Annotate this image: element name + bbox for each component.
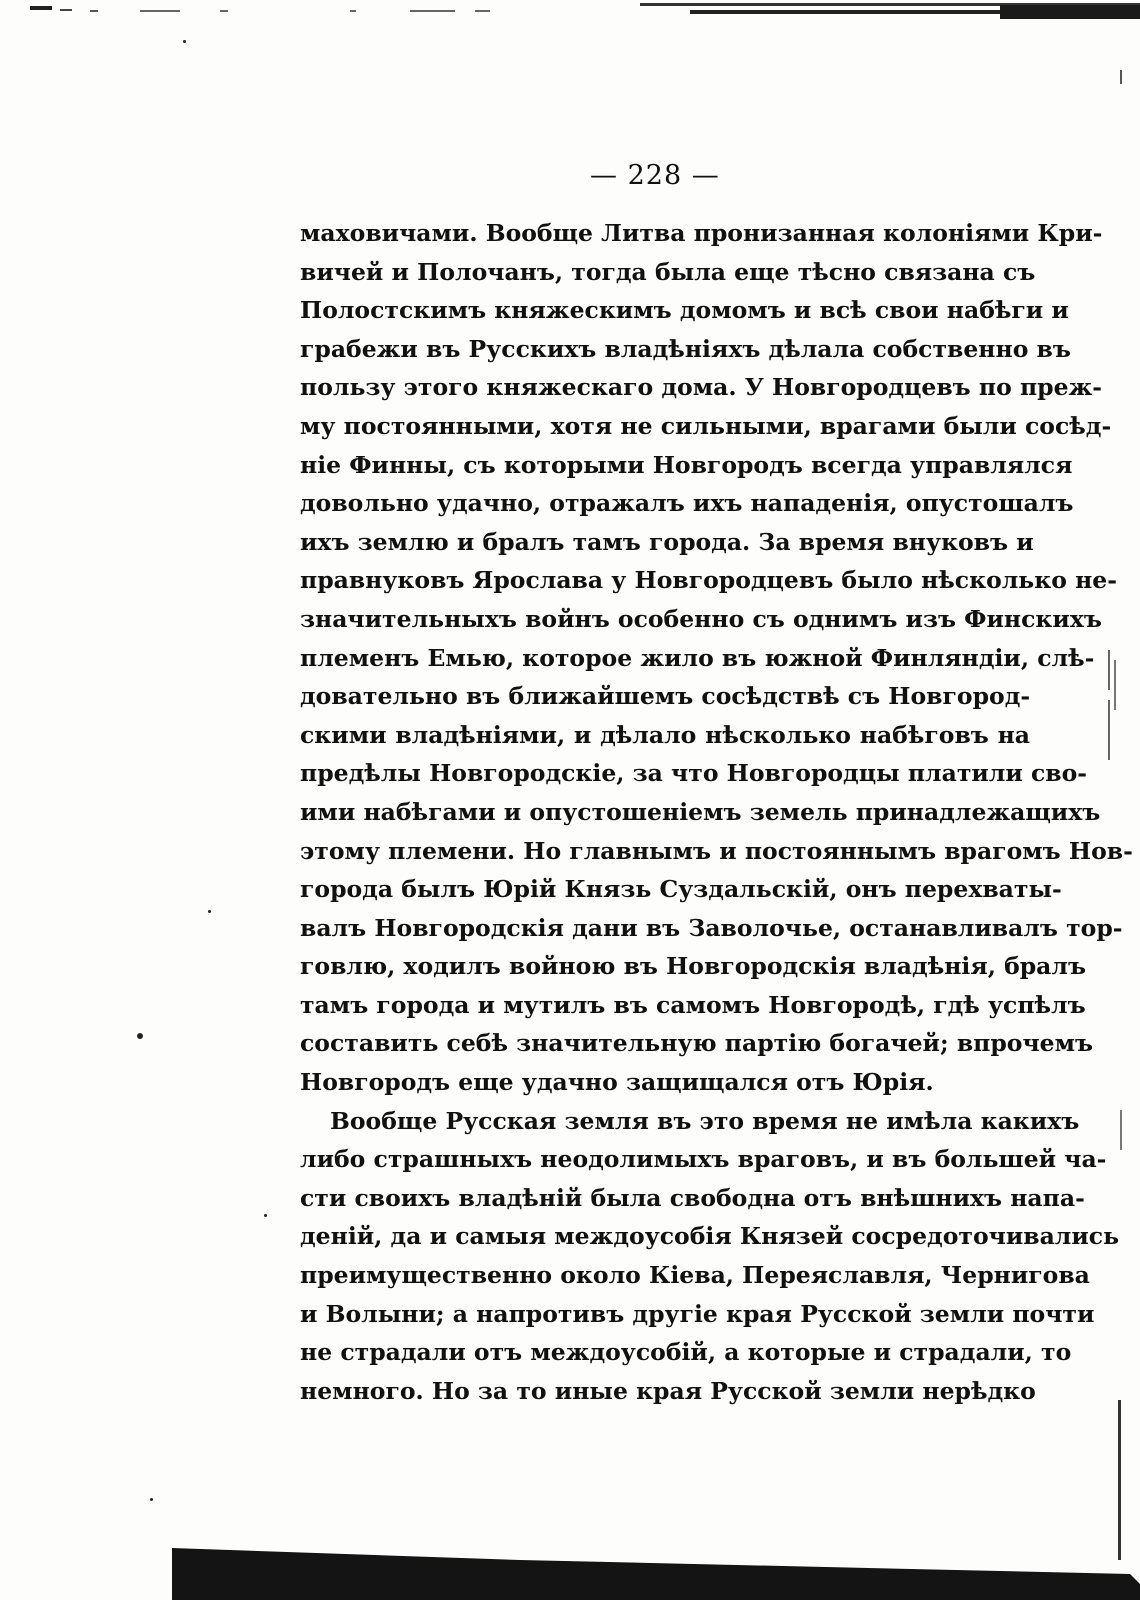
- text-line: племенъ Емью, которое жило въ южной Финляндіи, слѣ-: [300, 643, 1095, 672]
- text-line: правнуковъ Ярослава у Новгородцевъ было нѣсколько не-: [300, 566, 1117, 595]
- paragraph-2: [300, 1102, 1120, 1411]
- scan-speck: [183, 40, 186, 43]
- text-line: маховичами. Вообще Литва пронизанная колоніями Кри-: [300, 219, 1103, 247]
- text-line: составить себѣ значительную партію богачей; впрочемъ: [300, 1029, 1094, 1058]
- scan-speck: [137, 1033, 143, 1039]
- text-line: значительныхъ войнъ особенно съ однимъ изъ Финскихъ: [300, 604, 1102, 633]
- text-line: говлю, ходилъ войною въ Новгородскія владѣнія, бралъ: [300, 952, 1086, 981]
- text-line: тамъ города и мутилъ въ самомъ Новгородѣ, гдѣ успѣлъ: [300, 990, 1086, 1019]
- scan-edge-right: [1100, 60, 1130, 1560]
- text-line: Новгородъ еще удачно защищался отъ Юрія.: [300, 1068, 934, 1097]
- scan-edge-top: [0, 0, 1140, 26]
- text-line: ніе Финны, съ которыми Новгородъ всегда управлялся: [300, 450, 1073, 479]
- text-line: города былъ Юрій Князь Суздальскій, онъ перехваты-: [300, 875, 1062, 904]
- text-line: довательно въ ближайшемъ сосѣдствѣ съ Новгород-: [300, 682, 1031, 711]
- text-line: скими владѣніями, и дѣлало нѣсколько набѣговъ на: [300, 720, 1030, 749]
- text-line: грабежи въ Русскихъ владѣніяхъ дѣлала собственно въ: [300, 334, 1071, 363]
- text-line: ихъ землю и бралъ тамъ города. За время внуковъ и: [300, 527, 1034, 556]
- page-number: — 228 —: [590, 160, 720, 191]
- text-line: валъ Новгородскія дани въ Заволочье, останавливалъ тор-: [300, 913, 1123, 942]
- text-line: Вообще Русская земля въ это время не имѣла какихъ: [330, 1106, 1080, 1135]
- text-line: либо страшныхъ неодолимыхъ враговъ, и въ большей ча-: [300, 1145, 1107, 1174]
- scan-speck: [264, 1214, 267, 1217]
- text-line: предѣлы Новгородскіе, за что Новгородцы платили сво-: [300, 759, 1088, 788]
- text-line: ими набѣгами и опустошеніемъ земель принадлежащихъ: [300, 797, 1101, 826]
- text-line: му постоянными, хотя не сильными, врагами были сосѣд-: [300, 411, 1112, 440]
- text-line: немного. Но за то иные края Русской земли нерѣдко: [300, 1376, 1036, 1405]
- text-line: этому племени. Но главнымъ и постояннымъ врагомъ Нов-: [300, 836, 1133, 865]
- paragraph-1: [300, 214, 1133, 1102]
- text-line: преимущественно около Кіева, Переяславля, Чернигова: [300, 1261, 1090, 1290]
- text-line: не страдали отъ междоусобій, а которые и страдали, то: [300, 1338, 1072, 1367]
- scan-speck: [208, 910, 211, 913]
- text-line: и Волыни; а напротивъ другіе края Русской земли почти: [300, 1299, 1095, 1328]
- text-line: Полостскимъ княжескимъ домомъ и всѣ свои набѣги и: [300, 296, 1069, 325]
- text-line: довольно удачно, отражалъ ихъ нападенія, опустошалъ: [300, 489, 1074, 518]
- text-line: пользу этого княжескаго дома. У Новгородцевъ по преж-: [300, 373, 1103, 402]
- scan-speck: [150, 1498, 153, 1501]
- text-line: деній, да и самыя междоусобія Князей сосредоточивались: [300, 1222, 1120, 1251]
- text-line: вичей и Полочанъ, тогда была еще тѣсно связана съ: [300, 257, 1036, 286]
- scan-edge-bottom: [0, 1548, 1140, 1600]
- text-line: сти своихъ владѣній была свободна отъ внѣшнихъ напа-: [300, 1183, 1085, 1212]
- body-text: [300, 214, 1133, 1410]
